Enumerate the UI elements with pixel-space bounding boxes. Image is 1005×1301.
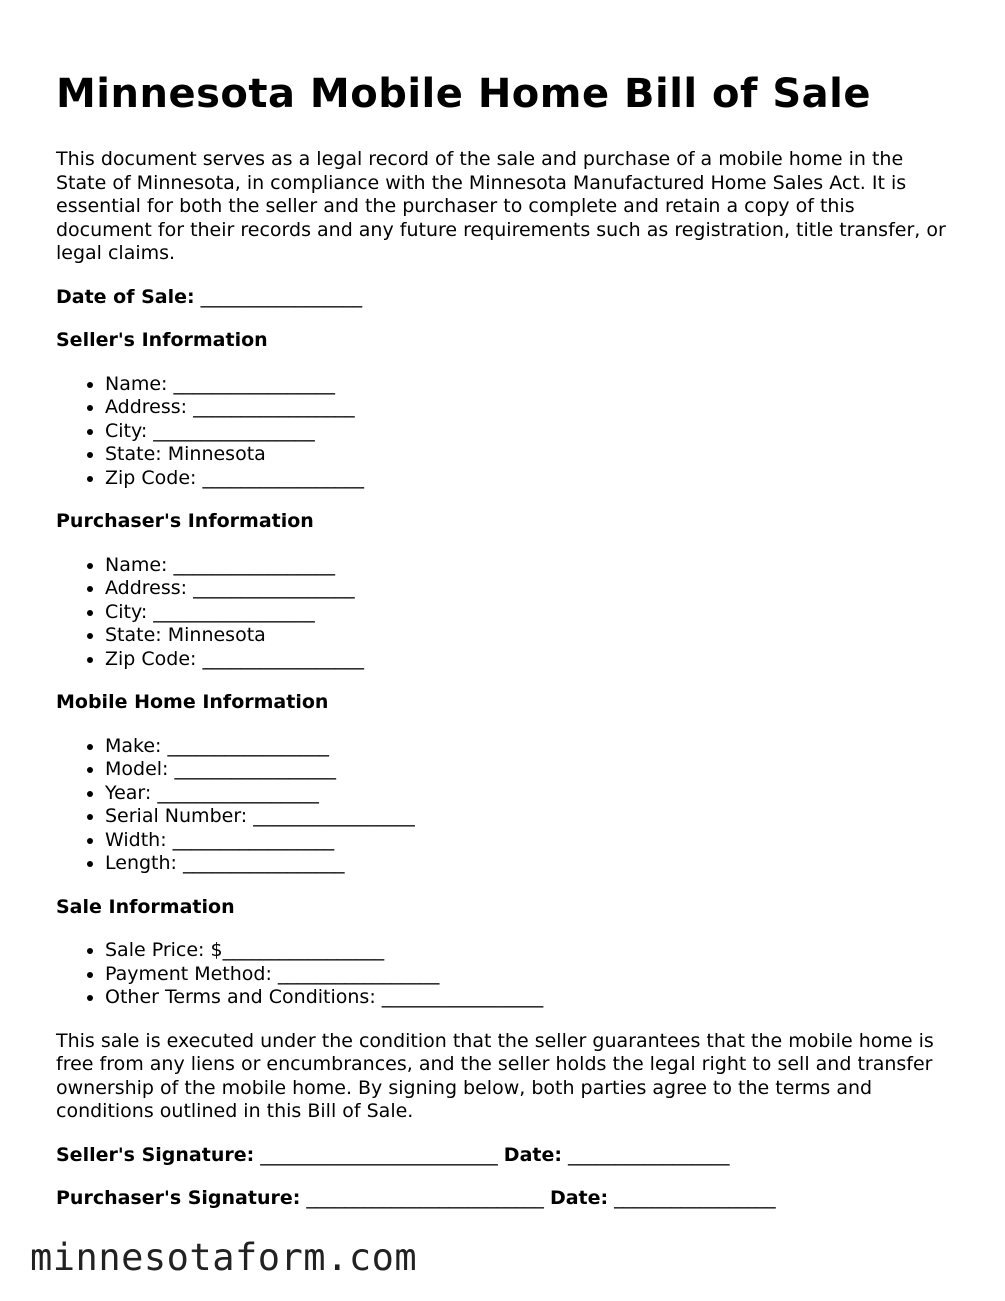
seller-signature-label: Seller's Signature:: [56, 1143, 255, 1166]
seller-signature-line: [56, 1144, 956, 1168]
purchaser-date-label: Date:: [549, 1187, 609, 1209]
seller-city-field[interactable]: • City: _________________: [105, 420, 956, 444]
date-of-sale-line: [56, 286, 956, 310]
seller-signature-blank[interactable]: _________________________: [260, 1143, 498, 1166]
other-terms-field[interactable]: • Other Terms and Conditions: _________________: [105, 986, 956, 1010]
document-title: Minnesota Mobile Home Bill of Sale: [56, 71, 872, 117]
mobile-home-heading: Mobile Home Information: [56, 691, 329, 713]
site-watermark: minnesotaform.com: [30, 1236, 418, 1279]
model-field[interactable]: • Model: _________________: [105, 758, 956, 782]
purchaser-city-field[interactable]: • City: _________________: [105, 601, 956, 625]
seller-heading: Seller's Information: [56, 329, 268, 351]
sale-heading: Sale Information: [56, 895, 235, 918]
date-of-sale-blank[interactable]: _________________: [200, 285, 363, 308]
purchaser-name-field[interactable]: • Name: _________________: [105, 554, 956, 578]
purchaser-address-field[interactable]: • Address: _________________: [105, 577, 956, 601]
intro-paragraph: This document serves as a legal record of the sale and purchase of a mobile home in the State of Minnesota, in compliance with the Minnesota Manufactured Home Sales Act. It is essential for both the seller and the purchaser to complete and retain a copy of this document for their records and any future requirements such as registration, title transfer, or legal claims.: [56, 148, 946, 264]
payment-method-field[interactable]: • Payment Method: _________________: [105, 963, 956, 987]
sale-list: [56, 939, 956, 1010]
mobile-home-list: [56, 735, 956, 876]
purchaser-signature-label: Purchaser's Signature:: [56, 1187, 301, 1209]
length-field[interactable]: • Length: _________________: [105, 852, 956, 876]
document-page: [56, 70, 956, 1211]
purchaser-date-blank[interactable]: _________________: [614, 1187, 776, 1209]
seller-date-blank[interactable]: _________________: [568, 1143, 730, 1166]
purchaser-signature-blank[interactable]: _________________________: [306, 1187, 544, 1209]
seller-address-field[interactable]: • Address: _________________: [105, 396, 956, 420]
closing-paragraph: This sale is executed under the condition that the seller guarantees that the mobile home is free from any liens or encumbrances, and the seller holds the legal right to sell and transfer ownership of the mobile home. By signing below, both parties agree to the terms and conditions outlined in this Bill of Sale.: [56, 1029, 934, 1122]
purchaser-zip-field[interactable]: • Zip Code: _________________: [105, 648, 956, 672]
seller-name-field[interactable]: • Name: _________________: [105, 373, 956, 397]
serial-number-field[interactable]: • Serial Number: _________________: [105, 805, 956, 829]
seller-state-field: • State: Minnesota: [105, 443, 956, 467]
date-of-sale-label: Date of Sale:: [56, 285, 195, 308]
year-field[interactable]: • Year: _________________: [105, 782, 956, 806]
width-field[interactable]: • Width: _________________: [105, 829, 956, 853]
seller-list: [56, 373, 956, 491]
purchaser-signature-line: [56, 1187, 956, 1211]
make-field[interactable]: • Make: _________________: [105, 735, 956, 759]
purchaser-heading: Purchaser's Information: [56, 510, 314, 532]
sale-price-field[interactable]: • Sale Price: $_________________: [105, 939, 956, 963]
seller-date-label: Date:: [503, 1143, 562, 1166]
seller-zip-field[interactable]: • Zip Code: _________________: [105, 467, 956, 491]
purchaser-list: [56, 554, 956, 672]
purchaser-state-field: • State: Minnesota: [105, 624, 956, 648]
